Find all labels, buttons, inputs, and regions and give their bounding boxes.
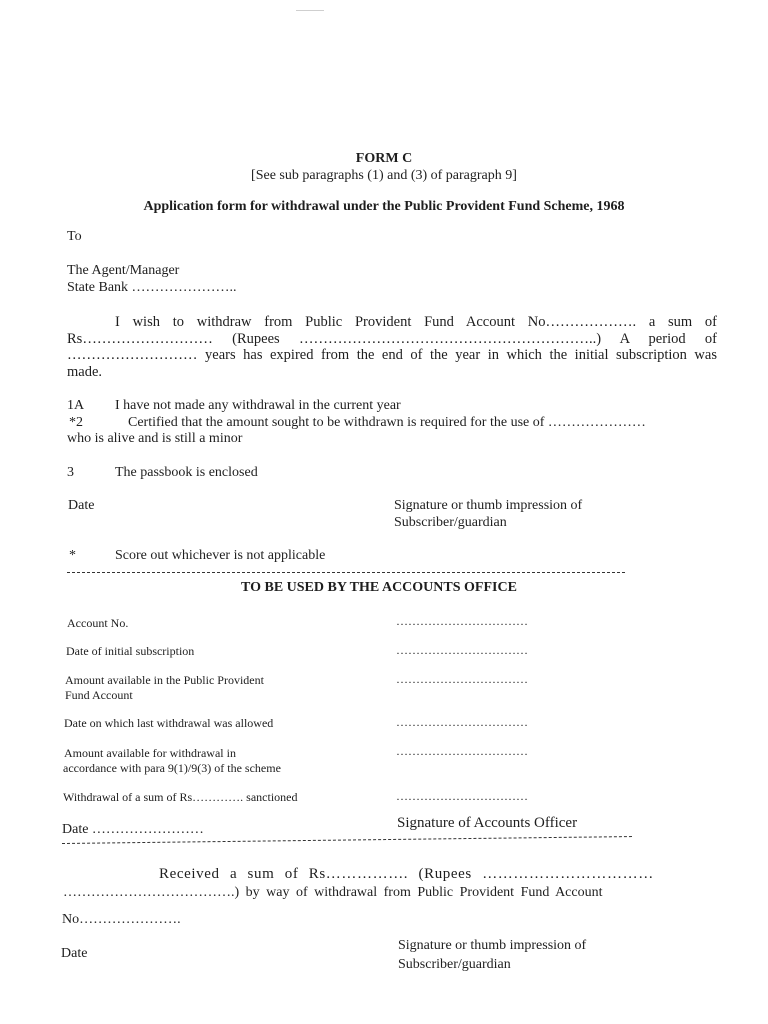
item1-text: I have not made any withdrawal in the current year: [115, 398, 401, 413]
body-line2: Rs……………………… (Rupees ……………………………………………………..) A period of: [67, 330, 717, 347]
addressee-line2: State Bank …………………..: [67, 280, 237, 295]
form-title: FORM C: [355, 151, 413, 166]
field-amount-for-withdrawal-label: Amount available for withdrawal in: [64, 746, 236, 760]
to-label: To: [67, 229, 82, 244]
footnote-text: Score out whichever is not applicable: [115, 548, 326, 563]
item1-label: 1A: [67, 398, 85, 413]
item3-label: 3: [67, 465, 74, 480]
body-line3: ……………………… years has expired from the end of the year in which the initial subscription was: [67, 347, 717, 363]
applicant-signature-line2: Subscriber/guardian: [394, 515, 507, 530]
field-amount-for-withdrawal-blank: ……………………………: [396, 744, 528, 758]
item2-continuation: who is alive and is still a minor: [67, 431, 243, 446]
body-paragraph: [67, 314, 717, 380]
addressee-line1: The Agent/Manager: [67, 263, 180, 278]
receipt-date-label: Date: [61, 946, 88, 961]
scan-mark: [296, 10, 324, 11]
accounts-office-heading: TO BE USED BY THE ACCOUNTS OFFICE: [241, 580, 517, 595]
field-account-no-label: Account No.: [67, 616, 129, 630]
footnote-mark: *: [69, 548, 76, 563]
field-sanctioned-blank: ……………………………: [396, 789, 528, 803]
field-amount-available-label2: Fund Account: [65, 688, 133, 702]
field-last-withdrawal-blank: ……………………………: [396, 715, 528, 729]
body-line4: made.: [67, 363, 103, 380]
form-heading: Application form for withdrawal under the Public Provident Fund Scheme, 1968: [143, 199, 625, 214]
applicant-signature-line1: Signature or thumb impression of: [394, 498, 583, 513]
body-line1: I wish to withdraw from Public Provident Fund Account No………………. a sum of: [115, 314, 717, 330]
accounts-officer-signature: Signature of Accounts Officer: [397, 815, 578, 831]
field-sanctioned-label: Withdrawal of a sum of Rs…………. sanctioned: [63, 790, 298, 804]
item2-label: *2: [69, 415, 83, 430]
field-account-no-blank: ……………………………: [396, 614, 528, 628]
item2-text: Certified that the amount sought to be withdrawn is required for the use of …………………: [128, 415, 646, 430]
field-amount-for-withdrawal-label2: accordance with para 9(1)/9(3) of the scheme: [63, 761, 281, 775]
field-initial-subscription-label: Date of initial subscription: [66, 644, 195, 658]
receipt-line3: No………………….: [62, 912, 181, 927]
field-amount-available-blank: ……………………………: [396, 672, 528, 686]
field-last-withdrawal-label: Date on which last withdrawal was allowed: [64, 716, 274, 730]
applicant-date-label: Date: [68, 498, 95, 513]
receipt-signature-line1: Signature or thumb impression of: [398, 938, 587, 953]
field-initial-subscription-blank: ……………………………: [396, 643, 528, 657]
item3-text: The passbook is enclosed: [115, 465, 258, 480]
form-reference: [See sub paragraphs (1) and (3) of paragraph 9]: [251, 168, 517, 183]
section-divider-top: [67, 572, 625, 573]
receipt-line2: ……………………………….) by way of withdrawal from Public Provident Fund Account: [63, 885, 603, 900]
receipt-signature-line2: Subscriber/guardian: [398, 957, 511, 972]
accounts-date-label: Date ……………………: [62, 822, 204, 837]
field-amount-available-label: Amount available in the Public Provident: [65, 673, 264, 687]
receipt-line1: Received a sum of Rs……………. (Rupees ……………………………: [159, 866, 654, 882]
